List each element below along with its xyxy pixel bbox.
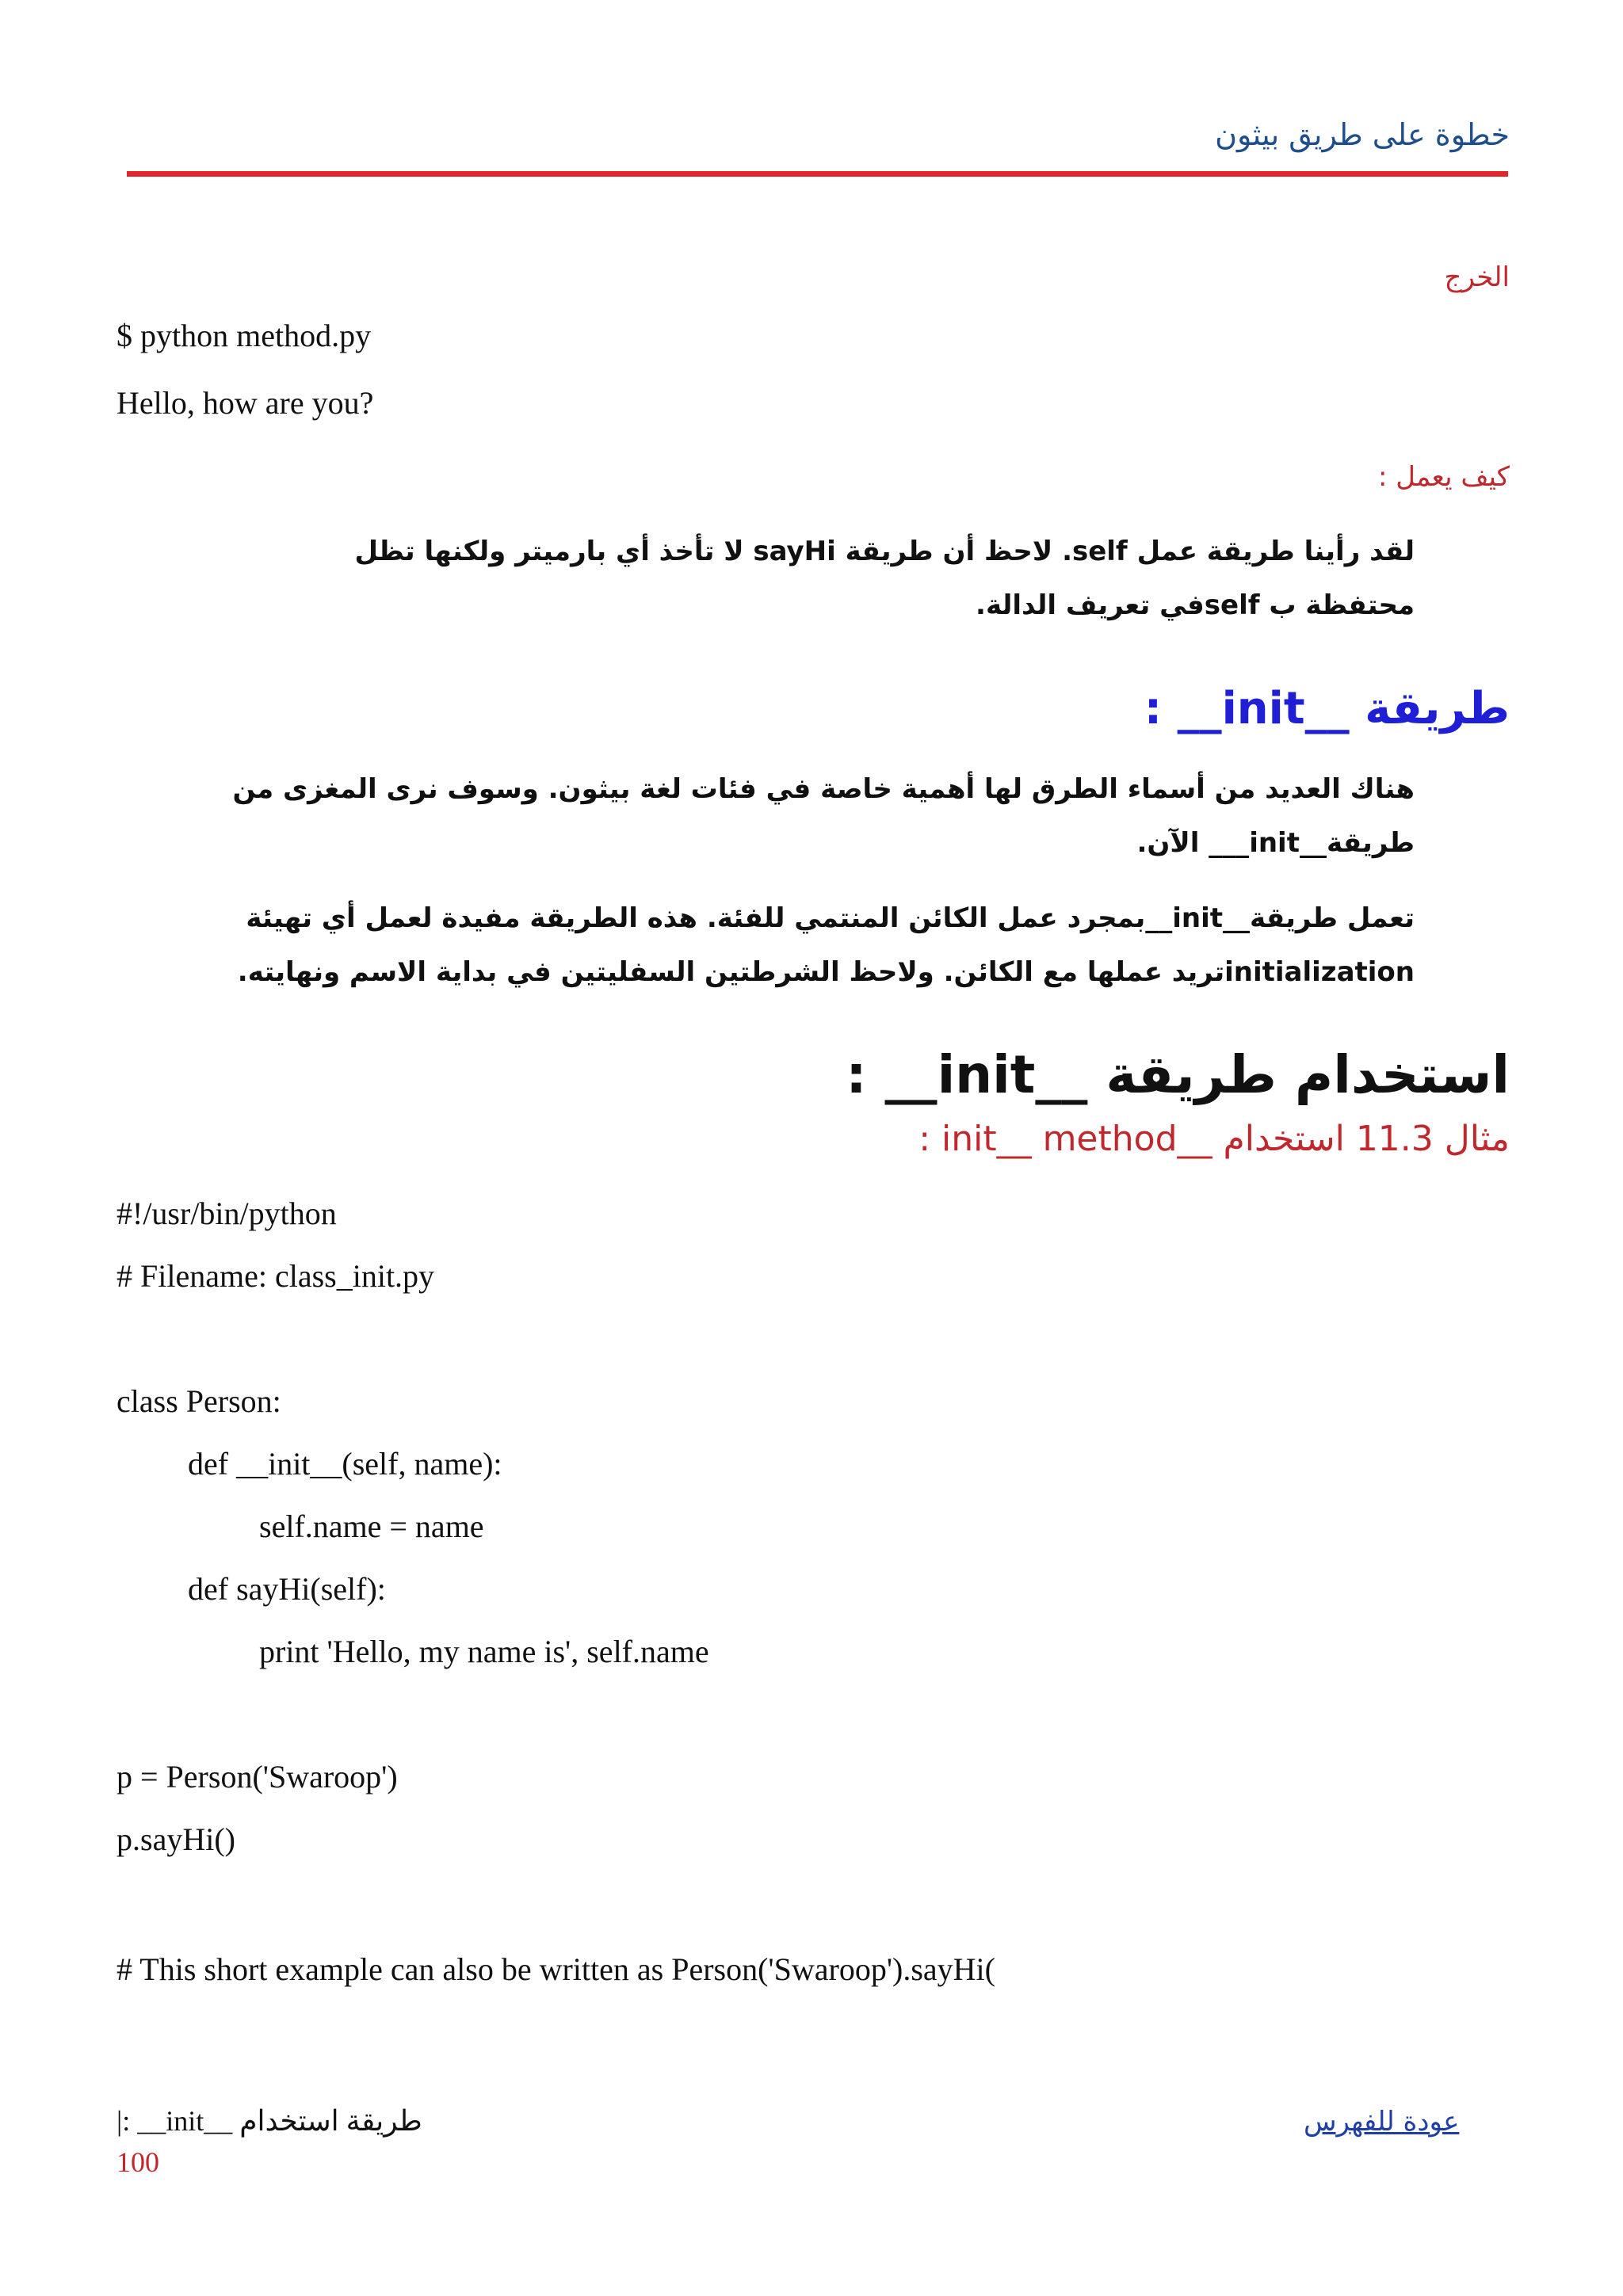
running-header-title: خطوة على طريق بيثون [1215,117,1510,152]
output-label: الخرج [1444,261,1510,293]
paragraph-line: initializationتريد عملها مع الكائن. ولاحظ الشرطتين السفليتين في بداية الاسم ونهايته. [237,956,1415,988]
code-line: #!/usr/bin/python [116,1196,337,1231]
paragraph-line: طريقة__init___ الآن. [1136,827,1415,859]
code-line: # This short example can also be written as Person('Swaroop').sayHi( [116,1951,995,1987]
code-line: class Person: [116,1383,281,1419]
example-caption: مثال 11.3 استخدام __init__ method : [918,1119,1510,1159]
paragraph-line: لقد رأينا طريقة عمل self. لاحظ أن طريقة sayHi لا تأخذ أي بارميتر ولكنها تظل [354,536,1415,567]
how-it-works-label: كيف يعمل : [1378,461,1510,493]
code-line: def sayHi(self): [116,1571,386,1607]
header-divider [127,171,1508,177]
code-line: # Filename: class_init.py [116,1258,435,1294]
paragraph-line: محتفظة ب selfفي تعريف الدالة. [976,589,1415,621]
init-section-heading: طريقة __init__ : [1144,683,1510,734]
code-line: def __init__(self, name): [116,1446,502,1482]
output-line: $ python method.py [116,318,372,353]
page-number: 100 [116,2146,159,2178]
code-line: self.name = name [116,1508,484,1544]
usage-section-heading: استخدام طريقة __init__ : [846,1044,1510,1105]
output-line: Hello, how are you? [116,385,374,421]
code-line: p = Person('Swaroop') [116,1759,398,1794]
paragraph-line: هناك العديد من أسماء الطرق لها أهمية خاصة في فئات لغة بيثون. وسوف نرى المغزى من [232,773,1415,805]
back-to-index-link[interactable]: عودة للفهرس [1304,2106,1460,2138]
code-line: print 'Hello, my name is', self.name [116,1634,709,1669]
paragraph-line: تعمل طريقة__init__بمجرد عمل الكائن المنتمي للفئة. هذه الطريقة مفيدة لعمل أي تهيئة [246,902,1415,934]
code-line: p.sayHi() [116,1821,235,1857]
footer-section-reference: |: __init__ طريقة استخدام [116,2105,422,2137]
